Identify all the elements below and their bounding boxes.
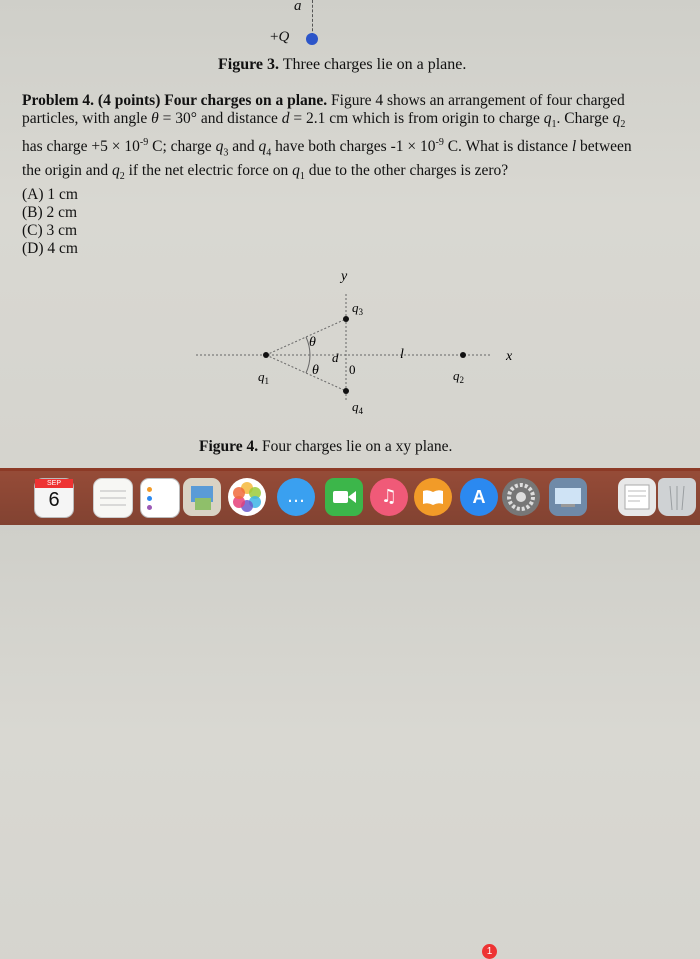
figure3-charge-dot: [306, 33, 318, 45]
app-store-badge: 1: [482, 944, 497, 959]
choice-c: (C) 3 cm: [22, 222, 78, 240]
figure3-point-label: a: [294, 0, 302, 14]
document-page: [0, 0, 700, 468]
q4-label: $q_4$: [352, 399, 363, 416]
notes-icon[interactable]: [93, 478, 133, 518]
answer-choices: [22, 186, 682, 258]
q2-label: $q_2$: [453, 368, 464, 385]
figure3-caption: Figure 3. Three charges lie on a plane.: [218, 56, 467, 73]
choice-a: (A) 1 cm: [22, 186, 78, 204]
system-preferences-icon[interactable]: [502, 478, 540, 516]
choice-b: (B) 2 cm: [22, 204, 78, 222]
photos-icon[interactable]: [228, 478, 266, 516]
x-axis-label: x: [506, 349, 513, 364]
app-store-icon[interactable]: A: [460, 478, 498, 516]
preview-icon[interactable]: [183, 478, 221, 516]
books-icon[interactable]: [414, 478, 452, 516]
q3-label: $q_3$: [352, 300, 363, 317]
facetime-icon[interactable]: [325, 478, 363, 516]
calendar-icon[interactable]: SEP 6: [34, 478, 74, 518]
documents-icon[interactable]: [618, 478, 656, 516]
q1-charge: [263, 352, 269, 358]
q4-charge: [343, 388, 349, 394]
q1-label: $q_1$: [258, 369, 269, 386]
trash-icon[interactable]: [658, 478, 696, 516]
reminders-icon[interactable]: [140, 478, 180, 518]
music-icon[interactable]: ♫: [370, 478, 408, 516]
figure4-caption: Figure 4. Four charges lie on a xy plane.: [199, 438, 453, 455]
choice-d: (D) 4 cm: [22, 240, 78, 258]
figure4-diagram: [190, 264, 513, 439]
theta-upper-label: θ: [309, 335, 316, 350]
origin-label: 0: [349, 362, 356, 377]
l-label: l: [400, 347, 404, 362]
q3-charge: [343, 316, 349, 322]
problem-heading: Problem 4: [22, 92, 91, 109]
y-axis-label: y: [341, 269, 348, 284]
messages-icon[interactable]: …: [277, 478, 315, 516]
d-label: d: [332, 350, 339, 365]
figure3-charge-label: +Q: [270, 29, 290, 45]
problem-title: Four charges on a plane.: [164, 92, 328, 109]
theta-lower-label: θ: [312, 363, 319, 378]
problem-4-text: Problem 4. (4 points) Four charges on a plane. Figure 4 shows an arrangement of four charged particles, with angle θ = 30° and distance d = 2.1 cm which is from origin to charge $q_1$. Charge $q_2$ has charge $+5 \times 10^{-9}$ C; charge $q_3$ and $q_4$ have both charges $-1 \times 10^{-9}$ C. What is distance l between the origin and $q_2$ if the net electric force on $q_1$ due to the other charges is zero? (A) 1 cm (B) 2 cm (C) 3 cm (D) 4 cm: [22, 92, 682, 258]
macos-dock: [0, 468, 700, 957]
q2-charge: [460, 352, 466, 358]
figure3-dashed-line: [312, 0, 313, 36]
migration-assistant-icon[interactable]: [549, 478, 587, 516]
theta-arc-lower: [306, 355, 310, 373]
